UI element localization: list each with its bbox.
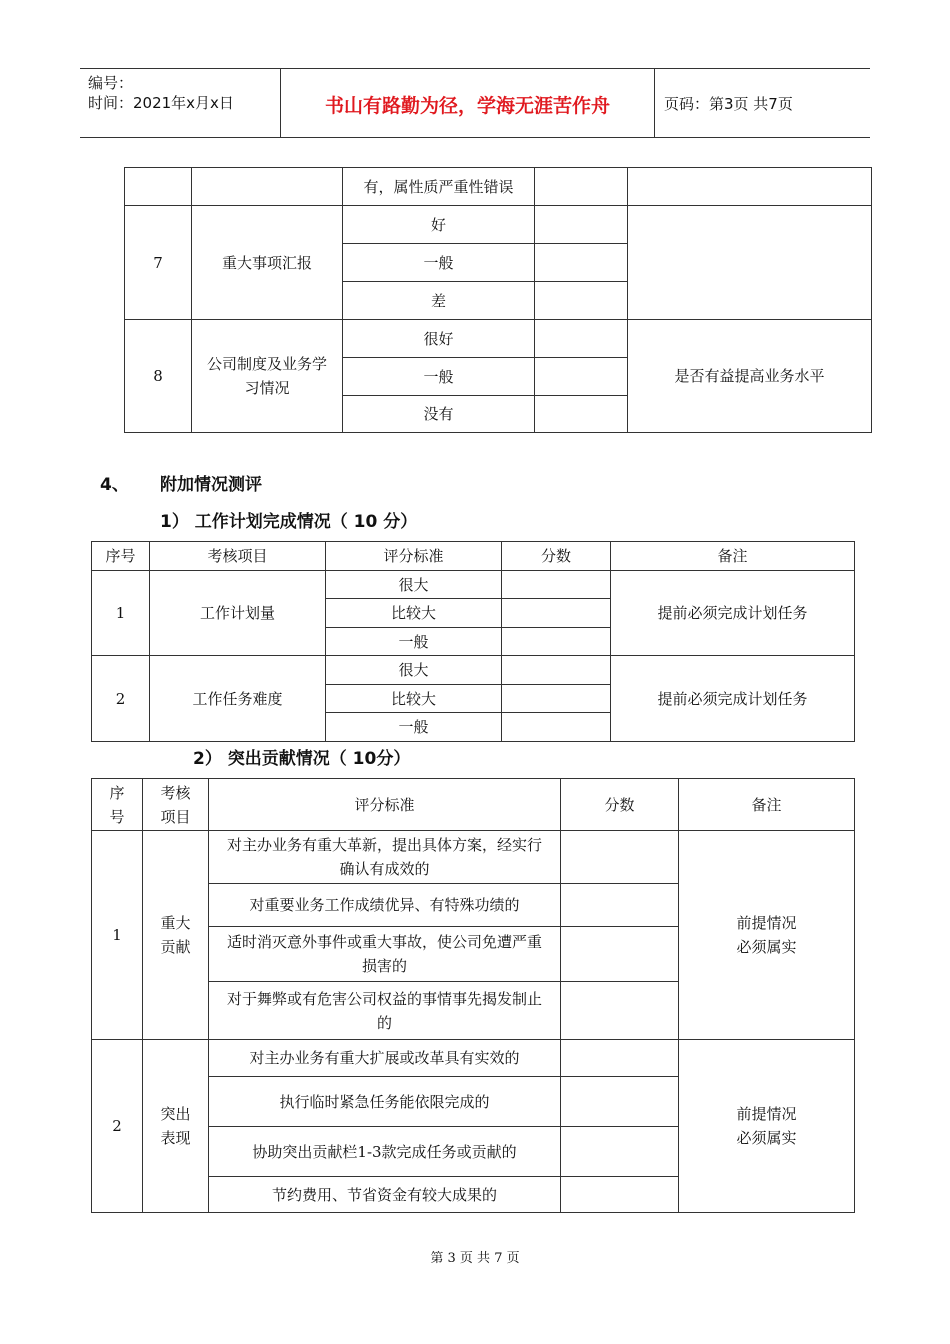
work-plan-table — [91, 541, 855, 742]
header-meta — [88, 73, 234, 113]
evaluation-table-continued — [124, 167, 872, 433]
cell-score — [502, 599, 611, 628]
cell-score — [502, 628, 611, 656]
header-motto: 书山有路勤为径，学海无涯苦作舟 — [324, 95, 610, 117]
cell-empty — [628, 168, 872, 206]
cell-level: 差 — [343, 282, 535, 320]
cell-item: 工作计划量 — [150, 571, 326, 656]
cell-note — [628, 206, 872, 320]
cell-criteria: 有，属性质严重性错误 — [343, 168, 535, 206]
page-header — [80, 68, 870, 138]
cell-level: 很大 — [326, 656, 502, 685]
header-page-label: 页码：第3页 共7页 — [664, 95, 793, 113]
cell-score — [535, 244, 628, 282]
cell-item: 重大事项汇报 — [192, 206, 343, 320]
cell-empty — [125, 168, 192, 206]
cell-score — [535, 320, 628, 358]
cell-score — [535, 168, 628, 206]
number-label: 编号： — [88, 74, 134, 92]
header-cell: 备注 — [679, 779, 855, 831]
cell-note: 前提情况必须属实 — [679, 1040, 855, 1213]
header-cell: 备注 — [611, 542, 855, 571]
cell-note: 提前必须完成计划任务 — [611, 571, 855, 656]
cell-note: 前提情况必须属实 — [679, 831, 855, 1040]
cell-level: 好 — [343, 206, 535, 244]
cell-criteria: 对重要业务工作成绩优异、有特殊功绩的 — [209, 884, 561, 927]
subsection-title: 2） 突出贡献情况（ 10分） — [193, 749, 411, 769]
cell-num: 2 — [92, 656, 150, 742]
cell-criteria: 对主办业务有重大扩展或改革具有实效的 — [209, 1040, 561, 1077]
cell-num: 7 — [125, 206, 192, 320]
cell-score — [561, 1040, 679, 1077]
cell-score — [535, 282, 628, 320]
cell-score — [502, 656, 611, 685]
cell-item: 突出表现 — [143, 1040, 209, 1213]
cell-level: 很大 — [326, 571, 502, 599]
section-number: 4、 — [100, 475, 129, 495]
cell-score — [502, 685, 611, 713]
cell-level: 一般 — [343, 244, 535, 282]
cell-score — [561, 1177, 679, 1213]
cell-num: 8 — [125, 320, 192, 433]
cell-score — [561, 1077, 679, 1127]
cell-item: 重大贡献 — [143, 831, 209, 1040]
cell-level: 一般 — [343, 358, 535, 396]
header-cell: 序号 — [92, 779, 143, 831]
time-label: 时间：2021年x月x日 — [88, 94, 234, 112]
cell-level: 很好 — [343, 320, 535, 358]
cell-note: 提前必须完成计划任务 — [611, 656, 855, 742]
cell-criteria: 节约费用、节省资金有较大成果的 — [209, 1177, 561, 1213]
subsection-title: 1） 工作计划完成情况（ 10 分） — [160, 512, 418, 532]
cell-criteria: 执行临时紧急任务能依限完成的 — [209, 1077, 561, 1127]
cell-num: 2 — [92, 1040, 143, 1213]
cell-note: 是否有益提高业务水平 — [628, 320, 872, 433]
cell-criteria: 对于舞弊或有危害公司权益的事情事先揭发制止的 — [209, 982, 561, 1040]
header-cell: 评分标准 — [326, 542, 502, 571]
header-cell: 分数 — [561, 779, 679, 831]
page-footer: 第 3 页 共 7 页 — [430, 1251, 520, 1266]
cell-score — [561, 884, 679, 927]
cell-num: 1 — [92, 571, 150, 656]
cell-score — [561, 1127, 679, 1177]
cell-score — [535, 396, 628, 433]
header-cell: 考核项目 — [150, 542, 326, 571]
header-cell: 分数 — [502, 542, 611, 571]
cell-score — [502, 713, 611, 742]
cell-empty — [192, 168, 343, 206]
cell-criteria: 适时消灭意外事件或重大事故，使公司免遭严重损害的 — [209, 927, 561, 982]
cell-item: 工作任务难度 — [150, 656, 326, 742]
cell-criteria: 协助突出贡献栏1-3款完成任务或贡献的 — [209, 1127, 561, 1177]
cell-item: 公司制度及业务学习情况 — [192, 320, 343, 433]
cell-score — [502, 571, 611, 599]
section-title: 附加情况测评 — [160, 475, 262, 495]
cell-score — [535, 206, 628, 244]
cell-score — [535, 358, 628, 396]
cell-level: 比较大 — [326, 685, 502, 713]
contribution-table — [91, 778, 855, 1213]
header-cell: 考核项目 — [143, 779, 209, 831]
cell-level: 比较大 — [326, 599, 502, 628]
cell-level: 没有 — [343, 396, 535, 433]
cell-score — [561, 831, 679, 884]
cell-score — [561, 982, 679, 1040]
cell-score — [561, 927, 679, 982]
header-cell: 序号 — [92, 542, 150, 571]
cell-level: 一般 — [326, 628, 502, 656]
cell-criteria: 对主办业务有重大革新，提出具体方案，经实行确认有成效的 — [209, 831, 561, 884]
header-divider — [654, 69, 655, 137]
cell-level: 一般 — [326, 713, 502, 742]
cell-num: 1 — [92, 831, 143, 1040]
header-cell: 评分标准 — [209, 779, 561, 831]
